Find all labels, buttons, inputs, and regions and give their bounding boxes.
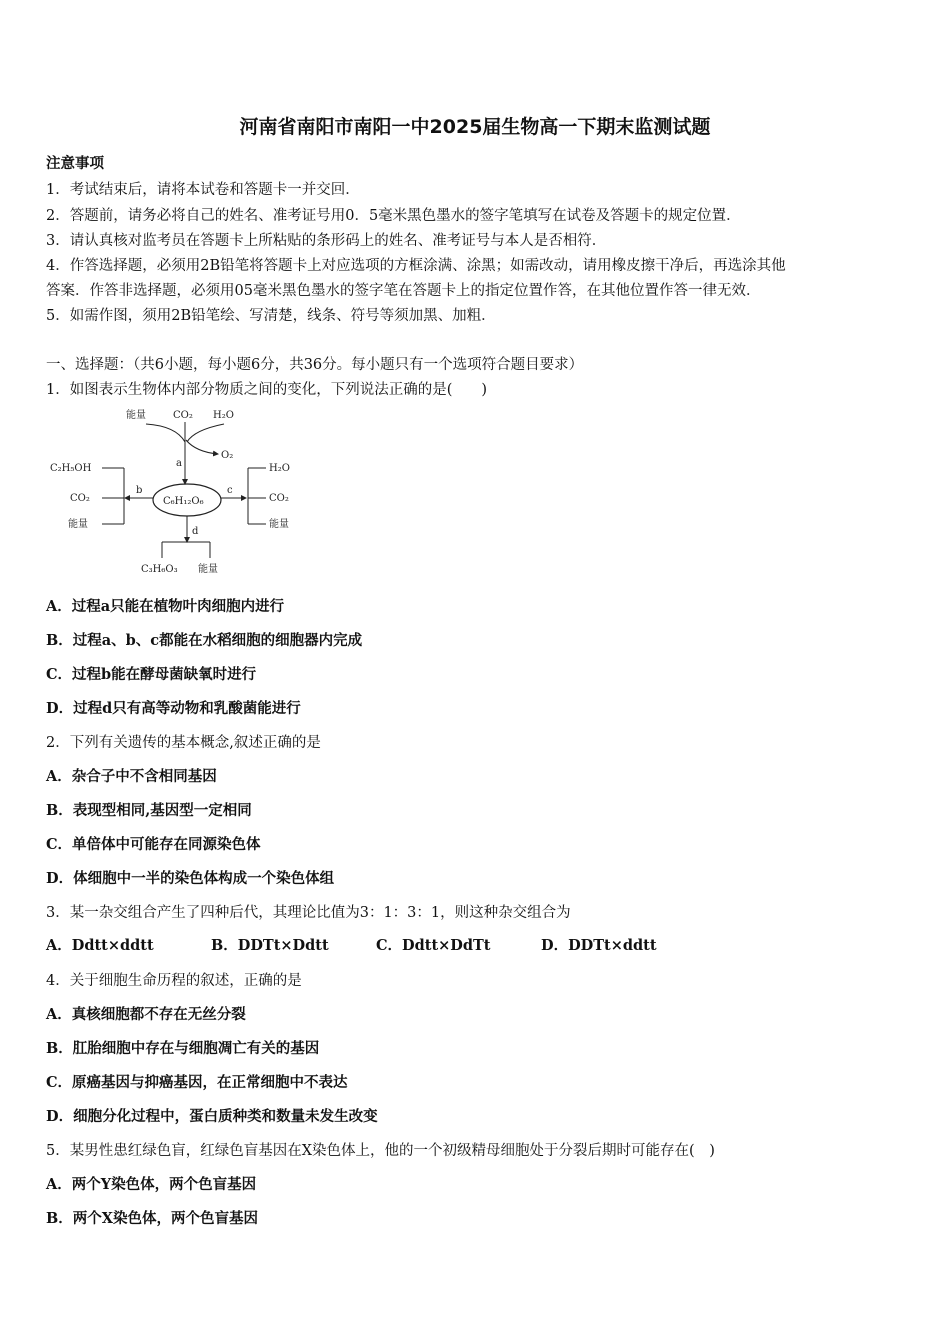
energy-arrow-line [146, 424, 185, 442]
h2o-arrow-line [187, 424, 224, 442]
option: D．细胞分化过程中，蛋白质种类和数量未发生改变 [46, 1108, 378, 1125]
right-product: H₂O [269, 463, 290, 474]
option: A．真核细胞都不存在无丝分裂 [46, 1006, 246, 1023]
top-energy-label: 能量 [126, 410, 146, 421]
option: B．表现型相同,基因型一定相同 [46, 802, 252, 819]
notice-item: 1．考试结束后，请将本试卷和答题卡一并交回． [46, 182, 360, 198]
option: B．DDTt×Ddtt [211, 937, 329, 954]
right-product: 能量 [269, 519, 289, 530]
label-c: c [227, 485, 233, 496]
right-product: CO₂ [269, 493, 289, 504]
option: B．两个X染色体，两个色盲基因 [46, 1210, 259, 1227]
label-b: b [136, 485, 143, 496]
notice-item: 3．请认真核对监考员在答题卡上所粘贴的条形码上的姓名、准考证号与本人是否相符． [46, 233, 607, 249]
option: C．过程b能在酵母菌缺氧时进行 [46, 666, 257, 683]
option: D．DDTt×ddtt [541, 937, 657, 954]
metabolism-diagram [46, 400, 316, 585]
question-stem: 2．下列有关遗传的基本概念,叙述正确的是 [46, 735, 321, 751]
option: D．过程d只有高等动物和乳酸菌能进行 [46, 700, 301, 717]
question-stem: 4．关于细胞生命历程的叙述，正确的是 [46, 973, 302, 989]
option: B．肛胎细胞中存在与细胞凋亡有关的基因 [46, 1040, 320, 1057]
notice-item: 4．作答选择题，必须用2B铅笔将答题卡上对应选项的方框涂满、涂黑；如需改动，请用橡皮擦干净后，再选涂其他 [46, 258, 786, 274]
left-product: C₂H₅OH [50, 463, 92, 474]
label-d: d [192, 526, 199, 537]
bottom-product: C₃H₆O₃ [141, 564, 178, 575]
left-product: CO₂ [70, 493, 90, 504]
option: A．过程a只能在植物叶肉细胞内进行 [46, 598, 285, 615]
o2-label: O₂ [221, 450, 234, 461]
notice-item: 答案．作答非选择题，必须用05毫米黑色墨水的签字笔在答题卡上的指定位置作答，在其他位置作答一律无效． [46, 283, 761, 299]
question-stem: 1．如图表示生物体内部分物质之间的变化，下列说法正确的是( ) [46, 382, 488, 398]
option: A．Ddtt×ddtt [46, 937, 154, 954]
top-h2o-label: H₂O [213, 410, 234, 421]
question-stem: 3．某一杂交组合产生了四种后代，其理论比值为3：1：3：1，则这种杂交组合为 [46, 905, 571, 921]
option: A．两个Y染色体，两个色盲基因 [46, 1176, 257, 1193]
option: C．Ddtt×DdTt [376, 937, 491, 954]
notice-item: 5．如需作图，须用2B铅笔绘、写清楚，线条、符号等须加黑、加粗． [46, 308, 496, 324]
o2-arrow [186, 440, 218, 454]
glucose-label: C₆H₁₂O₆ [163, 496, 204, 507]
label-a: a [176, 458, 182, 469]
option: C．原癌基因与抑癌基因，在正常细胞中不表达 [46, 1074, 348, 1091]
question-stem: 5．某男性患红绿色盲，红绿色盲基因在X染色体上，他的一个初级精母细胞处于分裂后期时可能存在( ) [46, 1143, 715, 1159]
left-product: 能量 [68, 519, 88, 530]
option: B．过程a、b、c都能在水稻细胞的细胞器内完成 [46, 632, 363, 649]
option: A．杂合子中不含相同基因 [46, 768, 217, 785]
page-title: 河南省南阳市南阳一中2025届生物高一下期末监测试题 [239, 116, 711, 138]
option: C．单倍体中可能存在同源染色体 [46, 836, 261, 853]
notice-item: 2．答题前，请务必将自己的姓名、准考证号用0．5毫米黑色墨水的签字笔填写在试卷及答题卡的规定位置． [46, 208, 741, 224]
top-co2-label: CO₂ [173, 410, 193, 421]
option: D．体细胞中一半的染色体构成一个染色体组 [46, 870, 335, 887]
bottom-product: 能量 [198, 564, 218, 575]
notice-heading: 注意事项 [46, 155, 104, 172]
section-heading: 一、选择题：（共6小题，每小题6分，共36分。每小题只有一个选项符合题目要求） [46, 357, 584, 373]
